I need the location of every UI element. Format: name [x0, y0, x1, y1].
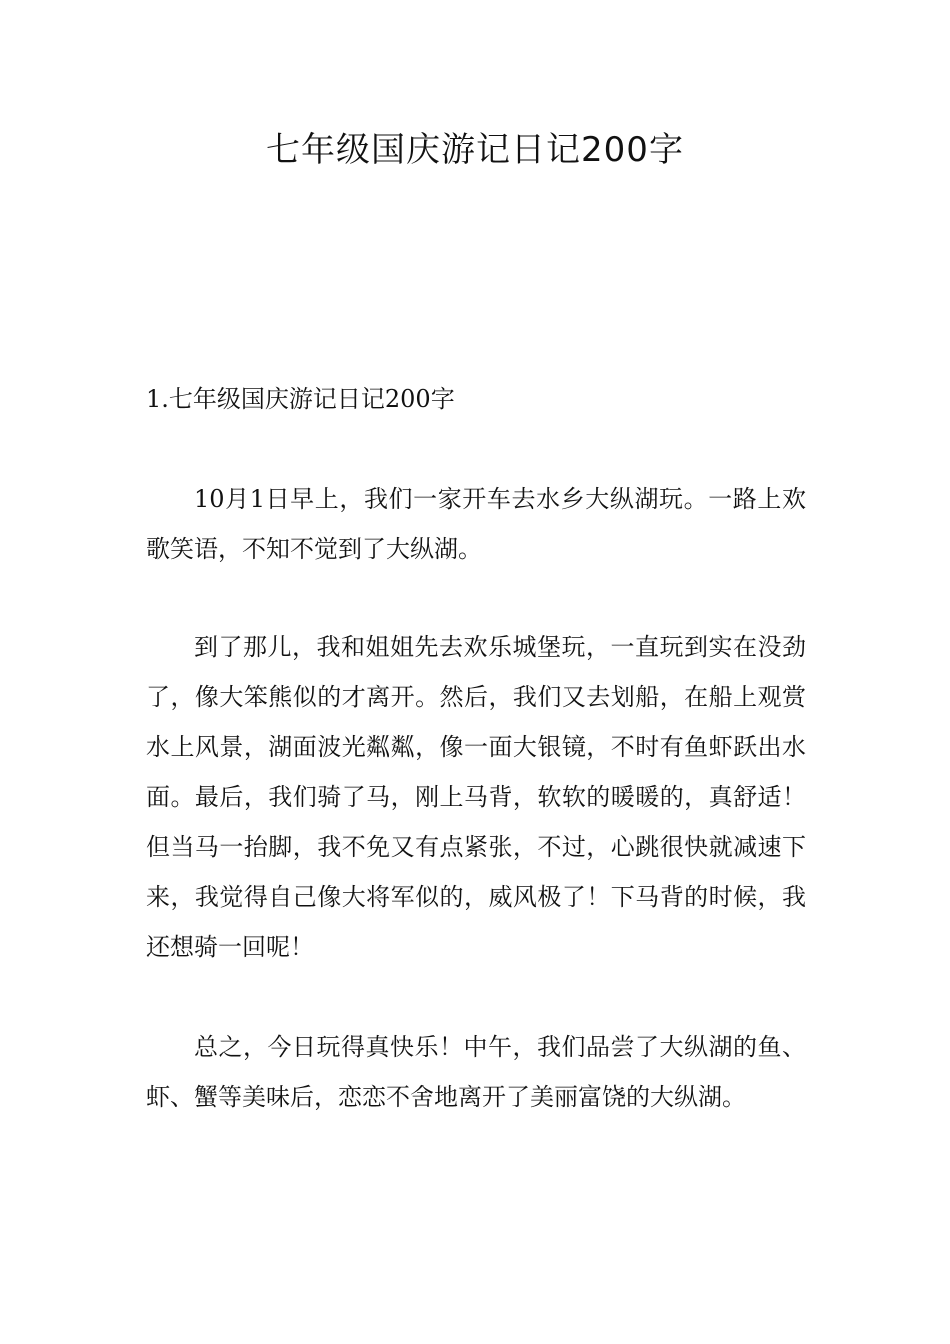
- section-heading: 1.七年级国庆游记日记200字: [146, 385, 455, 413]
- paragraph-2: 到了那儿，我和姐姐先去欢乐城堡玩，一直玩到实在没劲了，像大笨熊似的才离开。然后，我们又去划船，在船上观赏水上风景，湖面波光粼粼，像一面大银镜，不时有鱼虾跃出水面。最后，我们骑了马，刚上马背，软软的暖暖的，真舒适！但当马一抬脚，我不免又有点紧张，不过，心跳很快就减速下来，我觉得自己像大将军似的，威风极了！下马背的时候，我还想骑一回呢！: [146, 633, 806, 961]
- paragraph-1: 10月1日早上，我们一家开车去水乡大纵湖玩。一路上欢歌笑语，不知不觉到了大纵湖。: [146, 485, 806, 563]
- paragraph-3: 总之，今日玩得真快乐！中午，我们品尝了大纵湖的鱼、虾、蟹等美味后，恋恋不舍地离开了美丽富饶的大纵湖。: [146, 1033, 806, 1111]
- document-title: 七年级国庆游记日记200字: [266, 130, 684, 170]
